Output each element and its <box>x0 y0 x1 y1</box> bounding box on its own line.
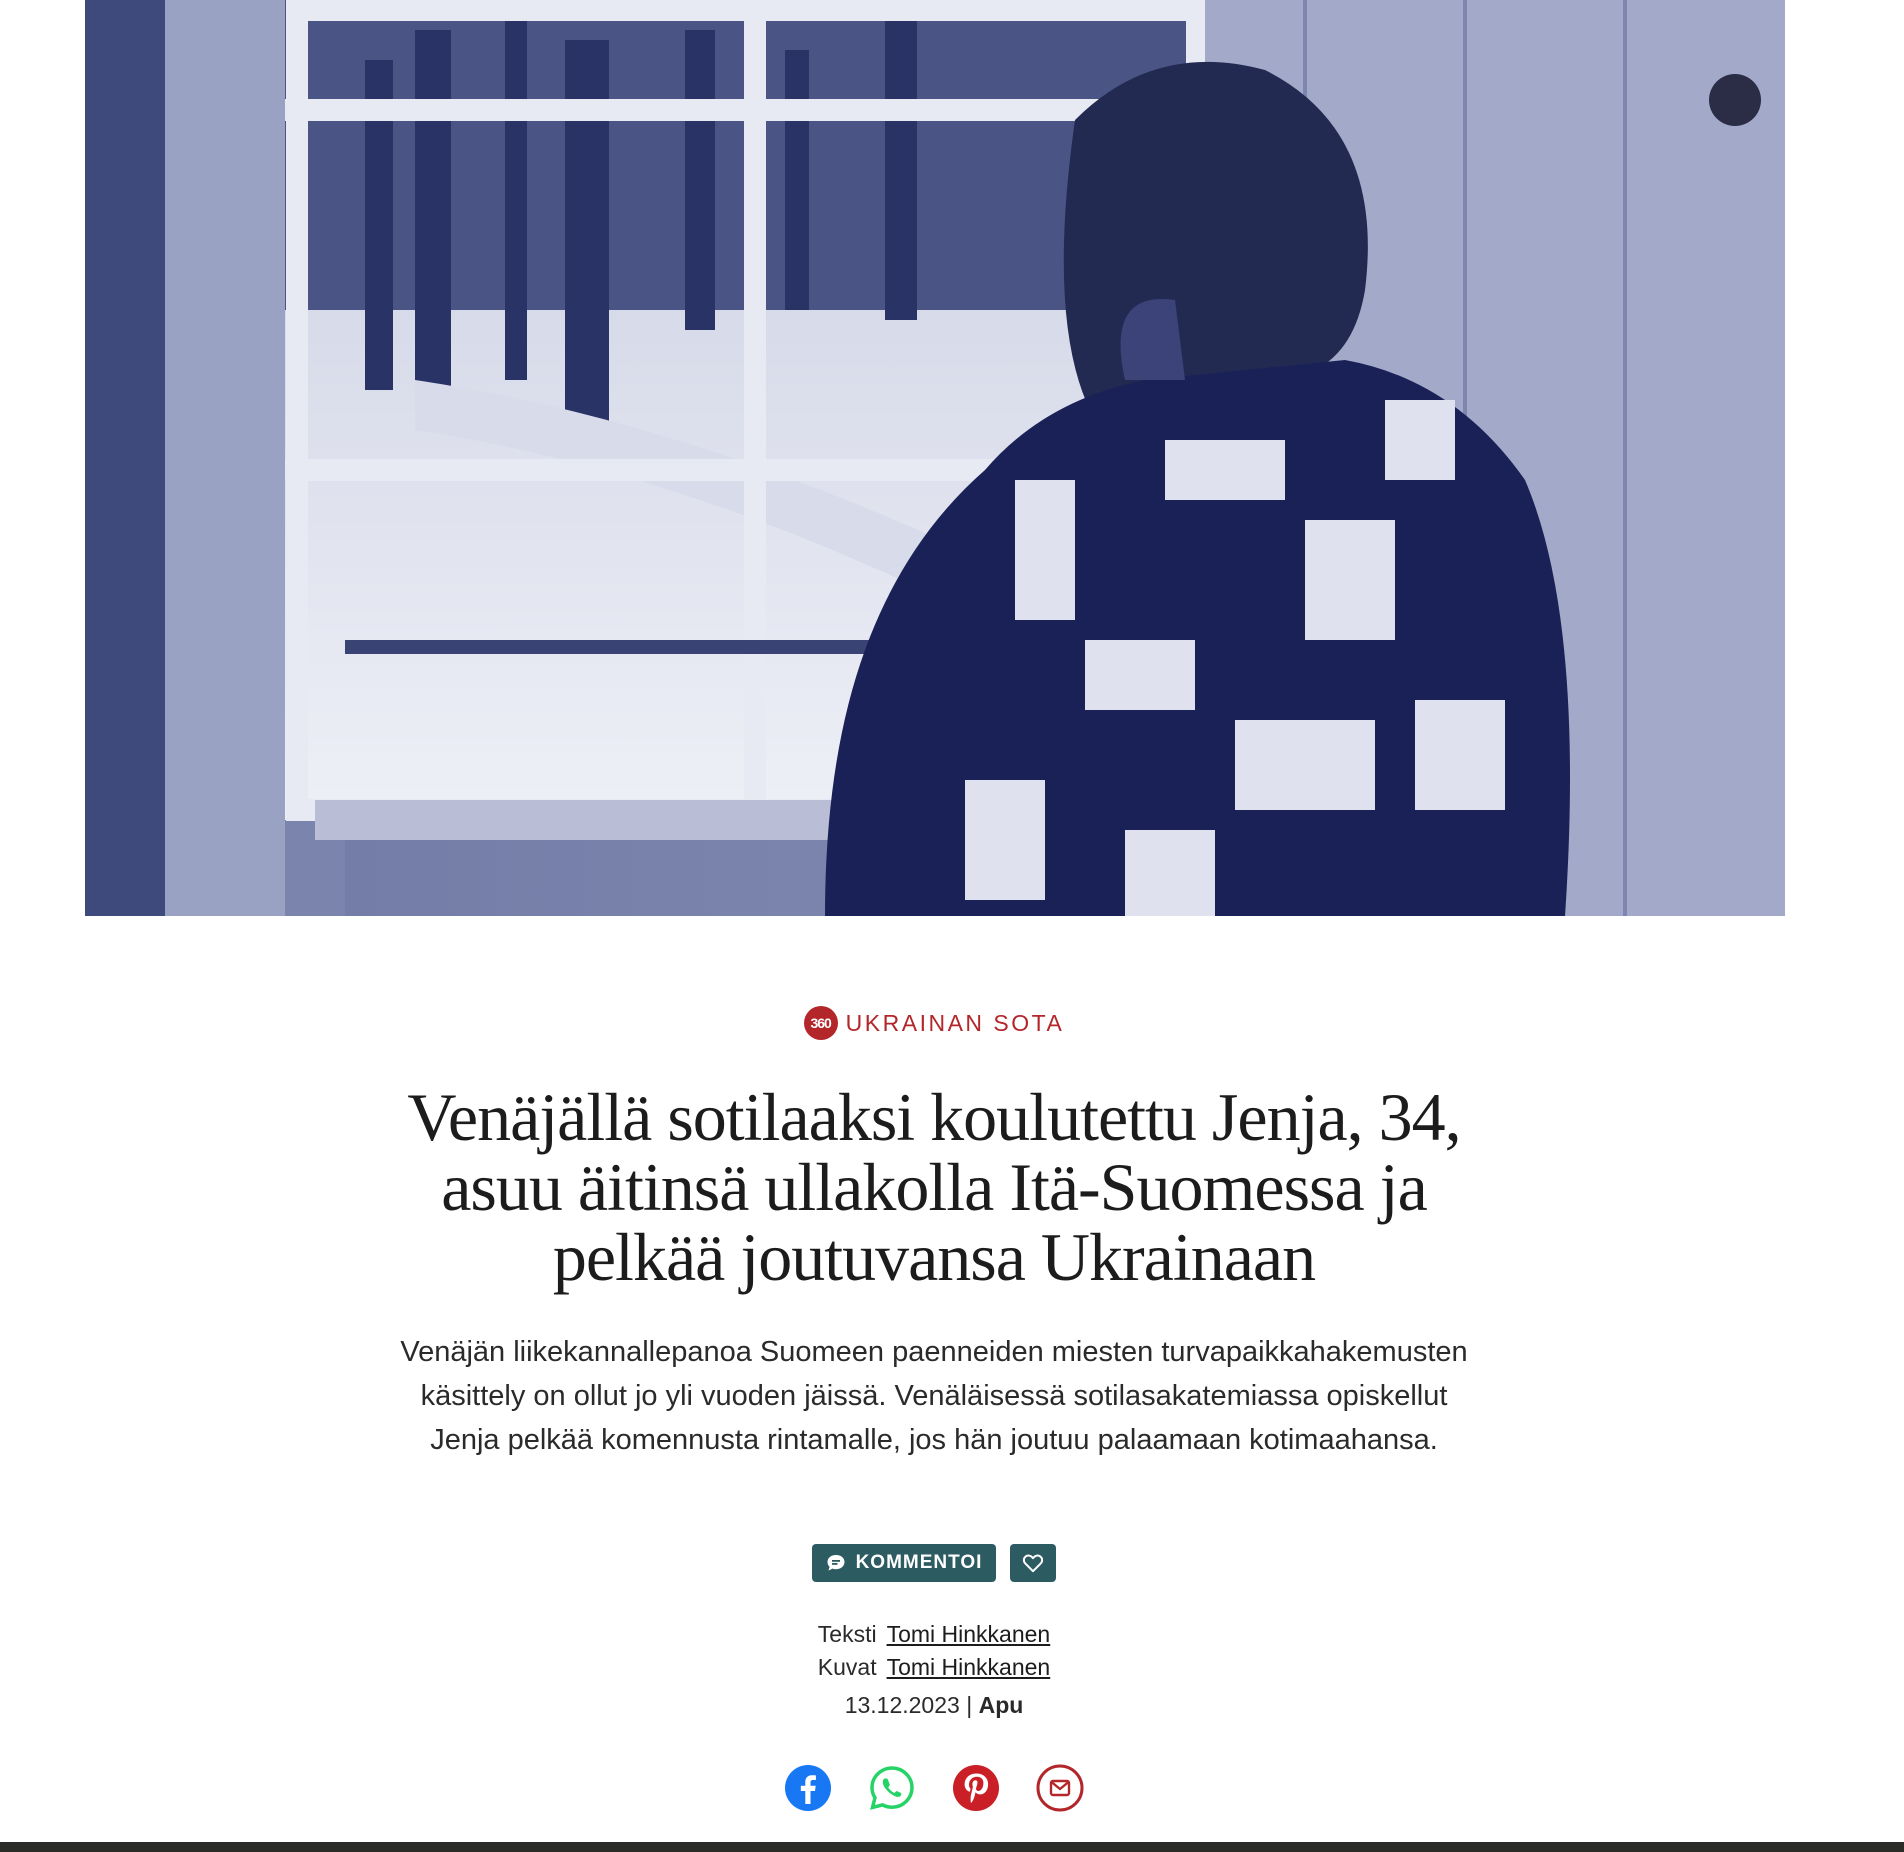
text-author-link[interactable]: Tomi Hinkkanen <box>886 1621 1051 1647</box>
facebook-icon <box>784 1764 832 1812</box>
category-kicker[interactable] <box>0 1006 1868 1040</box>
share-email-button[interactable] <box>1036 1764 1084 1812</box>
photo-author-link[interactable]: Tomi Hinkkanen <box>886 1654 1051 1680</box>
article-actions <box>0 1544 1868 1582</box>
source-label: Apu <box>978 1692 1024 1718</box>
share-bar <box>0 1764 1868 1812</box>
360-badge-icon: 360 <box>804 1006 838 1040</box>
comment-button-label: KOMMENTOI <box>855 1552 983 1573</box>
byline-photo-row <box>0 1651 1868 1684</box>
footer-bar <box>0 1842 1904 1852</box>
article-lede: Venäjän liikekannallepanoa Suomeen paenneiden miesten turvapaikkahakemusten käsittely on ollut jo yli vuoden jäissä. Venäläisessä sotilasakatemiassa opiskellut Jenja pelkää komennusta rintamalle, jos hän joutuu palaamaan kotimaahansa. <box>400 1336 1468 1456</box>
category-label[interactable]: UKRAINAN SOTA <box>845 1009 1065 1036</box>
byline-text-row <box>0 1618 1868 1651</box>
share-pinterest-button[interactable] <box>952 1764 1000 1812</box>
byline <box>0 1618 1868 1684</box>
like-button[interactable] <box>1010 1544 1056 1582</box>
comment-button[interactable] <box>812 1544 997 1582</box>
article-title: Venäjällä sotilaaksi koulutettu Jenja, 34, asuu äitinsä ullakolla Itä-Suomessa ja pelkää joutuvansa Ukrainaan <box>407 1079 1461 1295</box>
text-role-label: Teksti <box>817 1621 877 1647</box>
share-whatsapp-button[interactable] <box>868 1764 916 1812</box>
photo-role-label: Kuvat <box>817 1654 877 1680</box>
heart-icon <box>1022 1553 1044 1573</box>
publish-date: 13.12.2023 <box>844 1692 960 1718</box>
article-meta <box>0 1692 1868 1719</box>
hero-image <box>85 0 1785 916</box>
hero-photo <box>85 0 1785 916</box>
email-icon <box>1036 1764 1084 1812</box>
meta-separator: | <box>966 1692 973 1718</box>
share-facebook-button[interactable] <box>784 1764 832 1812</box>
pinterest-icon <box>952 1764 1000 1812</box>
whatsapp-icon <box>868 1764 916 1812</box>
speech-bubble-icon <box>826 1553 846 1573</box>
